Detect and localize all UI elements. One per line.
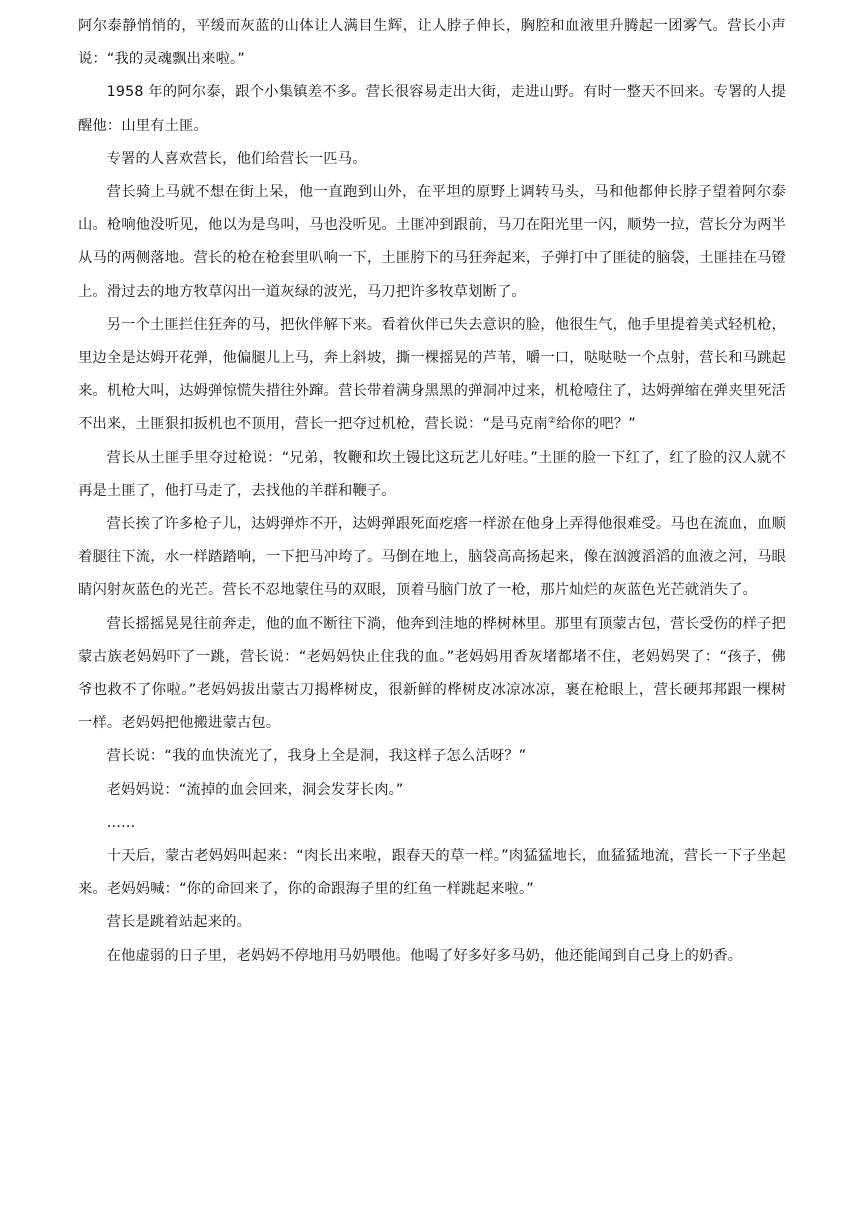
document-page xyxy=(78,10,786,973)
paragraph-6: 营长从土匪手里夺过枪说：“兄弟，牧鞭和坎土镘比这玩艺儿好哇。”土匪的脸一下红了，红了脸的汉人就不再是土匪了，他打马走了，去找他的羊群和鞭子。 xyxy=(78,449,786,499)
paragraph-14: 在他虚弱的日子里，老妈妈不停地用马奶喂他。他喝了好多好多马奶，他还能闻到自己身上的奶香。 xyxy=(106,947,743,964)
paragraph-10: 老妈妈说：“流掉的血会回来，洞会发芽长肉。” xyxy=(106,781,404,798)
paragraph-9: 营长说：“我的血快流光了，我身上全是洞，我这样子怎么活呀？” xyxy=(106,748,527,765)
paragraph-8: 营长摇摇晃晃往前奔走，他的血不断往下淌，他奔到洼地的桦树林里。那里有顶蒙古包，营长受伤的样子把蒙古族老妈妈吓了一跳，营长说：“老妈妈快止住我的血。”老妈妈用香灰堵都堵不住，老妈妈哭了：“孩子，佛爷也救不了你啦。”老妈妈拔出蒙古刀揭桦树皮，很新鲜的桦树皮冰凉冰凉，裹在枪眼上，营长硬邦邦跟一棵树一样。老妈妈把他搬进蒙古包。 xyxy=(78,615,786,732)
paragraph-2: 1958 年的阿尔泰，跟个小集镇差不多。营长很容易走出大街，走进山野。有时一整天不回来。专署的人提醒他：山里有土匪。 xyxy=(78,84,786,134)
ellipsis-paragraph: …… xyxy=(106,814,136,831)
paragraph-13: 营长是跳着站起来的。 xyxy=(106,914,252,931)
paragraph-12: 十天后，蒙古老妈妈叫起来：“肉长出来啦，跟春天的草一样。”肉猛猛地长，血猛猛地流，营长一下子坐起来。老妈妈喊：“你的命回来了，你的命跟海子里的红鱼一样跳起来啦。” xyxy=(78,848,786,898)
paragraph-7: 营长挨了许多枪子儿，达姆弹炸不开，达姆弹跟死面疙瘩一样淤在他身上弄得他很难受。马也在流血，血顺着腿往下流，水一样踏踏响，一下把马冲垮了。马倒在地上，脑袋高高扬起来，像在汹渡滔滔的血液之河，马眼睛闪射灰蓝色的光芒。营长不忍地蒙住马的双眼，顶着马脑门放了一枪，那片灿烂的灰蓝色光芒就消失了。 xyxy=(78,516,786,599)
paragraph-3: 专署的人喜欢营长，他们给营长一匹马。 xyxy=(106,150,367,167)
paragraph-5-text-before: 另一个土匪拦住狂奔的马，把伙伴解下来。看着伙伴已失去意识的脸，他很生气，他手里提着美式轻机枪，里边全是达姆开花弹，他偏腿儿上马，奔上斜坡，撕一棵摇晃的芦苇，嚼一口，哒哒哒一个点射，营长和马跳起来。机枪大叫，达姆弹惊慌失措往外蹿。营长带着满身黑黑的弹洞冲过来，机枪噎住了，达姆弹缩在弹夹里死活不出来，土匪狠扣扳机也不顶用，营长一把夺过机枪，营长说：“是马克南 xyxy=(78,316,786,433)
paragraph-4: 营长骑上马就不想在街上呆，他一直跑到山外，在平坦的原野上调转马头，马和他都伸长脖子望着阿尔泰山。枪响他没听见，他以为是鸟叫，马也没听见。土匪冲到跟前，马刀在阳光里一闪，顺势一拉，营长分为两半从马的两侧落地。营长的枪在枪套里叭响一下，土匪胯下的马狂奔起来，子弹打中了匪徒的脑袋，土匪挂在马镫上。滑过去的地方牧草闪出一道灰绿的波光，马刀把许多牧草划断了。 xyxy=(78,184,786,300)
paragraph-5 xyxy=(78,309,786,442)
paragraph-5-text-after: 给你的吧？” xyxy=(556,416,636,433)
paragraph-1: 阿尔泰静悄悄的，平缓而灰蓝的山体让人满目生辉，让人脖子伸长，胸腔和血液里升腾起一团雾气。营长小声说：“我的灵魂飘出来啦。” xyxy=(78,18,786,68)
footnote-mark[interactable]: ② xyxy=(547,416,557,427)
